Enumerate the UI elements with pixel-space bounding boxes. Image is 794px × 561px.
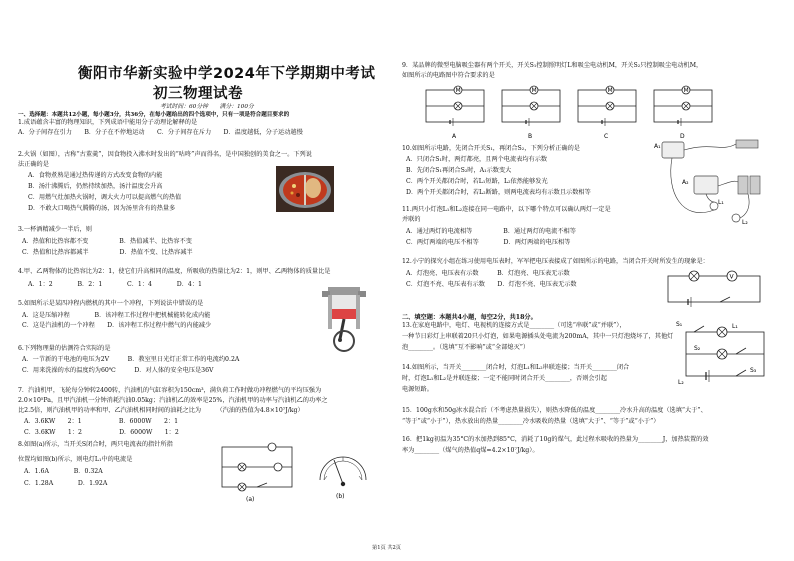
q13-stem-cont1: 一种节日彩灯上串联着20只小灯泡，如果电源插头处电流为200mA，其中一只灯泡烧坏了，其他灯 — [402, 333, 674, 340]
l1-label-q14: L₁ — [732, 323, 738, 330]
q10-circuit-figure — [652, 132, 778, 230]
q15-stem-cont: “等于”或“小于”），热水放出的热量________冷水吸收的热量（选填“大于”、“等于”或“小于”） — [402, 418, 660, 425]
q2-option-d: D．不敢大口喝热气腾腾的汤，因为汤里含有的热量多 — [28, 205, 176, 212]
q11-stem: 11.两只小灯泡L₁和L₂连接在同一电路中，以下哪个特点可以确认两灯一定是 — [402, 206, 611, 213]
q9-label-d: D — [680, 133, 685, 140]
exam-title-line2: 初三物理试卷 — [153, 86, 243, 102]
q7-options-cd: C．3.6KW 1：2 D．6000W 1：2 — [24, 429, 179, 436]
q11-options-ab: A．通过两灯的电流相等 B．通过两灯的电流不相等 — [406, 228, 576, 235]
q16-stem-cont: 率为________（煤气的热值q煤=4.2×10⁷J/kg）。 — [402, 447, 539, 454]
a2-label: A₂ — [682, 179, 689, 186]
q8-options-cd: C．1.28A D．1.92A — [24, 480, 108, 487]
svg-text:M: M — [607, 87, 613, 94]
a1-label: A₁ — [654, 143, 661, 150]
exam-meta: 考试时间：60分钟 满分：100分 — [160, 104, 254, 110]
q9-label-a: A — [452, 133, 457, 140]
q9-stem-cont: 如图所示的电路图中符合要求的是 — [402, 72, 495, 79]
q10-stem: 10.如图所示电路，先闭合开关S₁，再闭合S₂，下列分析正确的是 — [402, 145, 580, 152]
svg-text:M: M — [531, 87, 537, 94]
voltmeter-label: V — [729, 273, 734, 281]
s2-label: S₂ — [694, 345, 701, 352]
q12-options-ab: A．灯泡亮、电压表有示数 B．灯泡亮、电压表无示数 — [406, 270, 570, 277]
q9-circuit-a — [426, 86, 484, 140]
q2-option-a: A．食物煮熟是通过热传递的方式改变食物的内能 — [28, 172, 163, 179]
s3-label: S₃ — [750, 367, 757, 374]
hotpot-image — [276, 166, 334, 212]
page-number: 第1页 共2页 — [372, 545, 401, 551]
exam-title-line1: 衡阳市华新实验中学2024年下学期期中考试 — [78, 66, 376, 82]
fig-a-label: (a) — [246, 496, 255, 503]
q8-options-ab: A．1.6A B．0.32A — [24, 468, 103, 475]
s1-label: S₁ — [676, 321, 683, 328]
q6-stem: 6.下列物理量的估测符合实际的是 — [18, 345, 111, 352]
q5-stem: 5.如图所示是某四冲程内燃机的其中一个冲程，下列说法中错误的是 — [18, 300, 204, 307]
q7-options-ab: A．3.6KW 2：1 B．6000W 2：1 — [24, 418, 179, 425]
q5-options-ab: A．这是压缩冲程 B．该冲程工作过程中把机械能转化成内能 — [22, 312, 211, 319]
fig-b-label: (b) — [336, 493, 345, 500]
q7-stem: 7．汽油机甲，飞轮每分钟转2400转，汽油机的气缸容积为150cm³，满负荷工作时做功冲程燃气的平均压强为 — [18, 387, 322, 394]
svg-text:M: M — [455, 87, 461, 94]
q2-stem-cont: 法正确的是 — [18, 161, 49, 168]
q6-options-cd: C．用来洗澡的水的温度约为60℃ D．对人体的安全电压是36V — [22, 367, 214, 374]
q10-option-d: D．两个开关都闭合时，若L₂断路，则两电流表均有示数且示数相等 — [406, 189, 591, 196]
q3-options-cd: C．热值和比热容都减半 D．热值不变、比热容减半 — [22, 249, 193, 256]
q5-options-cd: C．这是汽油机的一个冲程 D．该冲程工作过程中燃气的内能减少 — [22, 322, 212, 329]
q10-option-b: B．先闭合S₁再闭合S₂时，A₁示数变大 — [406, 167, 512, 174]
l2-label-q14: L₂ — [678, 379, 684, 386]
q9-label-b: B — [528, 133, 533, 140]
q2-stem: 2.火锅（如图），古称“古董羹”，因食物投入沸水时发出的“咕咚”声而得名，是中国独创的美食之一。下列说 — [18, 151, 312, 158]
q1-options: A．分子间存在引力 B．分子在不停地运动 C．分子间存在斥力 D．温度越低，分子运动越慢 — [18, 129, 303, 136]
q11-options-cd: C．两灯两端的电压不相等 D．两灯两端的电压相等 — [406, 239, 571, 246]
q14-stem: 14.如图所示，当开关________闭合时，灯泡L₁和L₂串联连接；当开关________闭合 — [402, 364, 630, 371]
q8-stem-cont: 位置均如图(b)所示，则电灯L₁中的电流是 — [18, 456, 133, 463]
q10-option-a: A．只闭合S₁时，两灯都亮，且两个电流表均有示数 — [406, 156, 548, 163]
q12-stem: 12.小宁的探究小组在练习使用电压表时，军军把电压表接成了如图所示的电路，当闭合开关时所发生的现象是： — [402, 258, 709, 265]
q1-stem: 1.成语蕴含丰富的物理知识，下列成语中能用分子动理论解释的是 — [18, 119, 198, 126]
q14-circuit-figure — [676, 318, 776, 386]
q7-stem-cont1: 2.0×10⁵Pa，且甲汽油机一分钟消耗汽油0.05kg；汽油机乙的效率是25%，汽油机甲的功率与汽油机乙的功率之 — [18, 397, 328, 404]
q9-circuit-b — [502, 86, 560, 140]
q10-option-c: C．两个开关都闭合时，若L₁短路，L₂依然能够发光 — [406, 178, 548, 185]
q16-stem: 16．把1kg初温为35°C的水加热到85°C，消耗了10g的煤气，此过程水吸收的热量为________J，加热装置的效 — [402, 436, 709, 443]
q4-stem: 4.甲、乙两物体的比热容比为2：1，使它们升高相同的温度，所吸收的热量比为2：1，则甲、乙两物体的质量比是 — [18, 268, 331, 275]
q13-stem: 13.在家庭电路中，电灯、电视机的连接方式是________（可选“串联”或“并联”）， — [402, 322, 626, 329]
q9-label-c: C — [604, 133, 609, 140]
q12-circuit-figure — [660, 260, 770, 310]
q12-options-cd: C．灯泡不亮、电压表有示数 D．灯泡不亮、电压表无示数 — [406, 281, 577, 288]
q9-circuit-c — [578, 86, 636, 140]
q3-stem: 3.一杯酒精减少一半后，则 — [18, 226, 92, 233]
q4-options: A．1：2 B．2：1 C．1：4 D．4：1 — [28, 281, 202, 288]
svg-text:M: M — [683, 87, 689, 94]
q3-options-ab: A．热值和比热容都不变 B．热值减半、比热容不变 — [22, 238, 192, 245]
q8-ammeter-figure-b — [314, 446, 372, 502]
l2-label: L₂ — [742, 219, 748, 226]
q8-stem: 8.如图(a)所示，当开关S闭合时，两只电流表的指针所指 — [18, 441, 173, 448]
q15-stem: 15．100g水和50g冰水混合后（不考虑热量损失），则热水降低的温度________冷水升高的温度（选填“大于”、 — [402, 407, 707, 414]
l1-label: L₁ — [718, 199, 724, 206]
section1-heading: 一、选择题：本题共12小题，每小题3分，共36分，在每小题给出的四个选项中，只有一项是符合题目要求的 — [18, 112, 290, 118]
q8-circuit-figure-a — [212, 441, 302, 505]
q13-stem-cont2: 泡________。（选填“互不影响”或“全部熄灭”） — [402, 344, 530, 351]
q11-stem-cont: 并联的 — [402, 216, 421, 223]
engine-cylinder-figure — [318, 283, 370, 355]
q6-options-ab: A．一节新的干电池的电压为2V B．教室里日光灯正常工作的电流约0.2A — [22, 356, 240, 363]
q14-stem-cont2: 电源短路。 — [402, 386, 433, 393]
q2-option-c: C．用燃气灶加热火锅时，调大火力可以提高燃气的热值 — [28, 194, 182, 201]
q9-stem: 9．某品牌的微型电脑吸尘器有两个开关，开关S₁控制照明灯L和吸尘电动机M，开关S₂只控制吸尘电动机M， — [402, 62, 703, 69]
q2-option-b: B．汤汁沸腾后，仍然持续加热，汤汁温度会升高 — [28, 183, 163, 190]
q14-stem-cont1: 时，灯泡L₁和L₂是并联连接；一定不能同时闭合开关________，否则会引起 — [402, 375, 607, 382]
q7-stem-cont2: 比2.5倍，则汽油机甲的功率和甲、乙汽油机相同时间的油耗之比为 （汽油的热值为4.8×10⁷J/kg） — [18, 407, 304, 414]
section2-heading: 二、填空题：本题共4小题，每空2分，共18分。 — [402, 314, 537, 321]
